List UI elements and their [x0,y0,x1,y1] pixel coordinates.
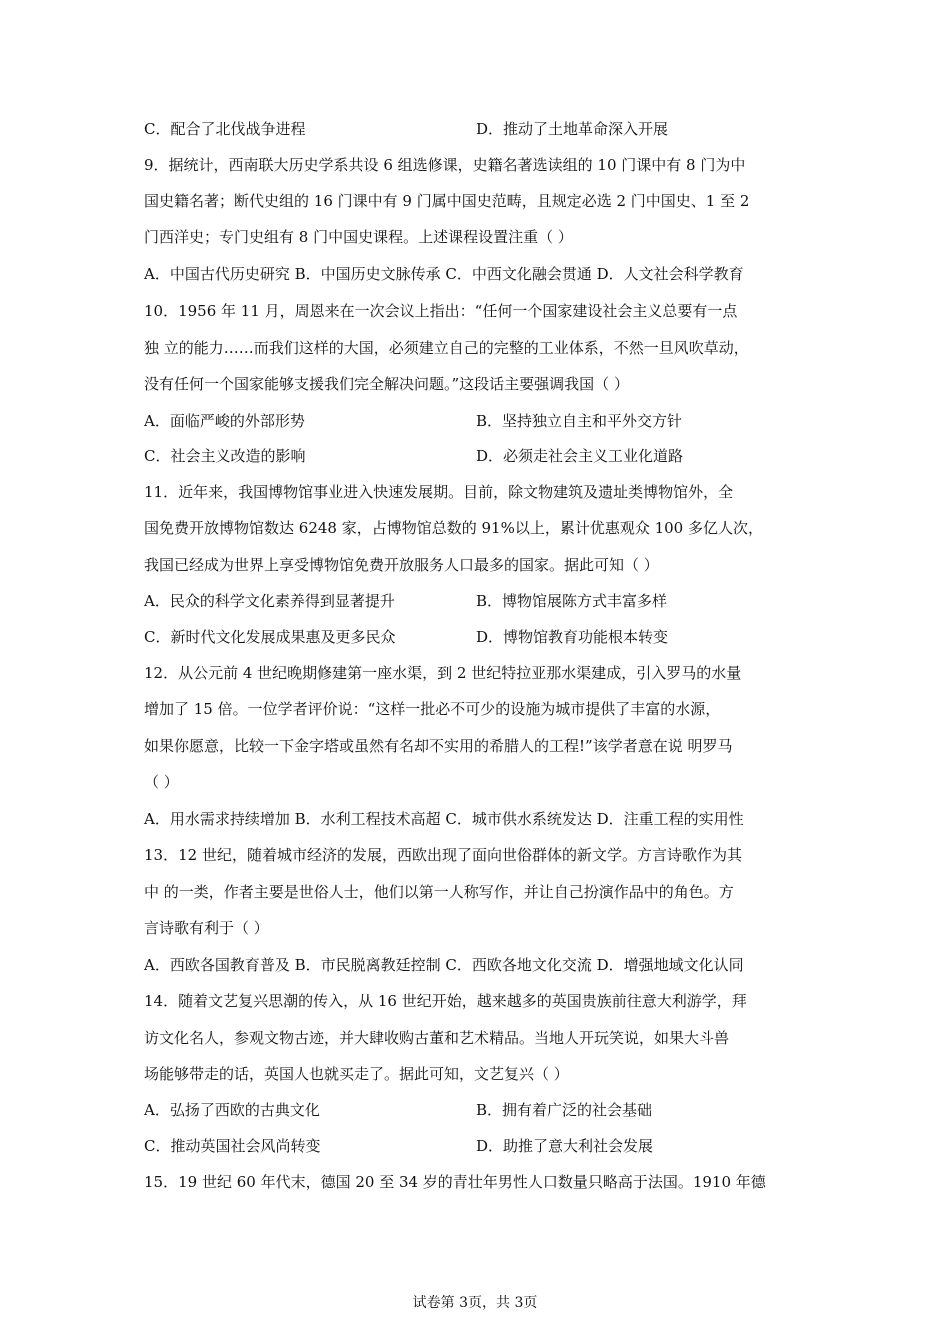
q12-stem-line-2: 增加了 15 倍。一位学者评价说：“这样一批必不可少的设施为城市提供了丰富的水源， [144,700,721,718]
q10-stem-line-1: 10．1956 年 11 月，周恩来在一次会议上指出：“任何一个国家建设社会主义总要有一点 [144,302,738,320]
q9-stem-line-2: 国史籍名著；断代史组的 16 门课中有 9 门属中国史范畴，且规定必选 2 门中国史、1 至 2 [144,192,750,210]
q14-stem-line-1: 14．随着文艺复兴思潮的传入，从 16 世纪开始，越来越多的英国贵族前往意大利游学，拜 [144,992,747,1010]
q10-stem-line-2: 独 立的能力……而我们这样的大国，必须建立自己的完整的工业体系，不然一旦风吹草动， [144,339,749,357]
q13-stem-line-1: 13．12 世纪，随着城市经济的发展，西欧出现了面向世俗群体的新文学。方言诗歌作为其 [144,846,742,864]
q14-stem-line-3: 场能够带走的话，英国人也就买走了。据此可知，文艺复兴（ ） [144,1065,569,1083]
q10-option-a: A．面临严峻的外部形势 [144,412,305,430]
q13-options: A．西欧各国教育普及 B．市民脱离教廷控制 C．西欧各地文化交流 D．增强地域文化认同 [144,956,744,974]
q15-stem-line-1: 15．19 世纪 60 年代末，德国 20 至 34 岁的青壮年男性人口数量只略高于法国。1910 年德 [144,1173,766,1191]
q11-stem-line-1: 11．近年来，我国博物馆事业进入快速发展期。目前，除文物建筑及遗址类博物馆外，全 [144,483,734,501]
q10-option-d: D．必须走社会主义工业化道路 [476,447,684,465]
q9-stem-line-3: 门西洋史；专门史组有 8 门中国史课程。上述课程设置注重（ ） [144,228,573,246]
q12-options: A．用水需求持续增加 B．水利工程技术高超 C．城市供水系统发达 D．注重工程的实用性 [144,810,744,828]
q13-stem-line-3: 言诗歌有利于（ ） [144,919,269,937]
q14-option-a: A．弘扬了西欧的古典文化 [144,1101,320,1119]
q12-stem-line-4: （ ） [144,773,179,791]
q11-option-b: B．博物馆展陈方式丰富多样 [476,592,668,610]
q11-option-c: C．新时代文化发展成果惠及更多民众 [144,628,396,646]
q9-options: A．中国古代历史研究 B．中国历史文脉传承 C．中西文化融会贯通 D．人文社会科学教育 [144,265,744,283]
q14-option-c: C．推动英国社会风尚转变 [144,1137,321,1155]
q11-option-a: A．民众的科学文化素养得到显著提升 [144,592,395,610]
q10-option-b: B．坚持独立自主和平外交方针 [476,412,683,430]
q11-option-d: D．博物馆教育功能根本转变 [476,628,669,646]
q13-stem-line-2: 中 的一类，作者主要是世俗人士，他们以第一人称写作，并让自己扮演作品中的角色。方 [144,883,734,901]
q10-stem-line-3: 没有任何一个国家能够支援我们完全解决问题。”这段话主要强调我国（ ） [144,375,629,393]
q8-option-c: C．配合了北伐战争进程 [144,120,306,138]
q10-option-c: C．社会主义改造的影响 [144,447,306,465]
q14-option-d: D．助推了意大利社会发展 [476,1137,654,1155]
q12-stem-line-3: 如果你愿意，比较一下金字塔或虽然有名却不实用的希腊人的工程!”该学者意在说 明罗马 [144,737,733,755]
page-footer: 试卷第 3页，共 3页 [412,1295,538,1311]
q11-stem-line-2: 国免费开放博物馆数达 6248 家，占博物馆总数的 91%以上，累计优惠观众 100 多亿人次， [144,519,763,537]
q8-option-d: D．推动了土地革命深入开展 [476,120,669,138]
q14-option-b: B．拥有着广泛的社会基础 [476,1101,653,1119]
q14-stem-line-2: 访文化名人，参观文物古迹，并大肆收购古董和艺术精品。当地人开玩笑说，如果大斗兽 [144,1029,730,1047]
q11-stem-line-3: 我国已经成为世界上享受博物馆免费开放服务人口最多的国家。据此可知（ ） [144,556,659,574]
q12-stem-line-1: 12．从公元前 4 世纪晚期修建第一座水渠，到 2 世纪特拉亚那水渠建成，引入罗马的水量 [144,664,742,682]
q9-stem-line-1: 9．据统计，西南联大历史学系共设 6 组选修课，史籍名著选读组的 10 门课中有 8 门为中 [144,156,746,174]
